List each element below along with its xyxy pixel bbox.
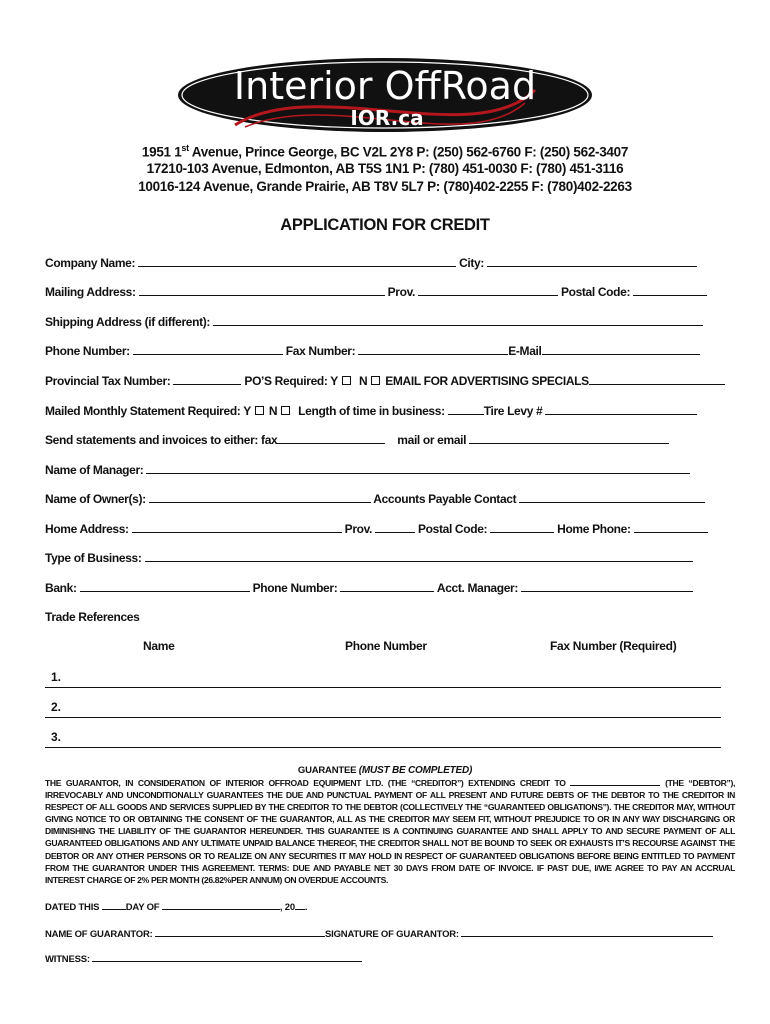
row-mailed: Mailed Monthly Statement Required: Y N Length of time in business: Tire Levy # — [45, 403, 697, 418]
city-field[interactable] — [487, 255, 697, 267]
row-business-type: Type of Business: — [45, 550, 693, 565]
guarantee-text: THE GUARANTOR, IN CONSIDERATION OF INTERIOR OFFROAD EQUIPMENT LTD. (THE “CREDITOR”) EXTENDING CREDIT TO (THE “DEBTOR”), IRREVOCABLY AND UNCONDITIONALLY GUARANTEES THE DUE AND PUNCTUAL PAYMENT OF ALL PRESENT AND FUTURE DEBTS OF THE DEBTOR TO THE CREDITOR IN RESPECT OF ALL GOODS AND SERVICES SUPPLIED BY THE CREDITOR TO THE DEBTOR (COLLECTIVELY THE “GUARANTEED OBLIGATIONS”). THE CREDITOR MAY, WITHOUT GIVING NOTICE TO OR OBTAINING THE CONSENT OF THE GUARANTOR, ALL AS THE CREDITOR MAY SEEM FIT, WITHOUT PREJUDICE TO OR IN ANY WAY DISCHARGING OR DIMINISHING THE LIABILITY OF THE GUARANTOR HEREUNDER. THIS GUARANTEE IS A CONTINUING GUARANTEE AND SHALL APPLY TO AND SECURE PAYMENT OF ALL GUARANTEED OBLIGATIONS AND ANY ULTIMATE UNPAID BALANCE THEREOF, THE CREDITOR SHALL NOT BE BOUND TO SEEK OR EXHAUSTS IT’S RECOURSE AGAINST THE DEBTOR OR ANY OTHER PERSONS OR TO REALIZE ON ANY SECURITIES IT MAY HOLD IN RESPECT OF GUARANTEED OBLIGATIONS BEFORE BEING ENTITLED TO PAYMENT FROM THE GUARANTOR UNDER THIS AGREEMENT. TERMS: DUE AND PAYABLE NET 30 DAYS FROM DATE OF INVOICE. IF PAST DUE, I/WE AGREE TO PAY AN ACCRUAL INTEREST CHARGE OF 2% PER MONTH (26.82%PER ANNUM) ON OVERDUE ACCOUNTS. — [45, 778, 735, 885]
guarantor-name-field[interactable] — [155, 927, 325, 937]
address-grande-prairie: 10016-124 Avenue, Grande Prairie, AB T8V 5L7 P: (780)402-2255 F: (780)402-2263 — [138, 179, 632, 194]
prov-field[interactable] — [418, 284, 558, 296]
shipping-address-field[interactable] — [213, 314, 703, 326]
guarantor-line: NAME OF GUARANTOR: SIGNATURE OF GUARANTOR: — [45, 927, 713, 940]
account-manager-field[interactable] — [521, 580, 693, 592]
row-manager: Name of Manager: — [45, 462, 690, 477]
address-edmonton: 17210-103 Avenue, Edmonton, AB T5S 1N1 P: (780) 451-0030 F: (780) 451-3116 — [146, 161, 624, 176]
home-prov-field[interactable] — [375, 521, 415, 533]
po-yes-checkbox[interactable] — [342, 376, 351, 385]
tire-levy-field[interactable] — [545, 403, 697, 415]
year-field[interactable] — [295, 900, 305, 910]
guarantee-title: GUARANTEE (MUST BE COMPLETED) — [297, 765, 473, 776]
home-postal-field[interactable] — [490, 521, 554, 533]
day-field[interactable] — [102, 900, 126, 910]
row-shipping: Shipping Address (if different): — [45, 314, 703, 329]
row-home: Home Address: Prov. Postal Code: Home Phone: — [45, 521, 708, 536]
logo-name: Interior OffRoad — [233, 64, 537, 108]
row-phone: Phone Number: Fax Number: E-Mail — [45, 343, 700, 358]
row-owners: Name of Owner(s): Accounts Payable Contact — [45, 491, 705, 506]
form-title: APPLICATION FOR CREDIT — [280, 216, 490, 234]
po-no-checkbox[interactable] — [371, 376, 380, 385]
month-field[interactable] — [162, 900, 280, 910]
send-email-field[interactable] — [469, 432, 669, 444]
dated-line: DATED THIS DAY OF , 20 . — [45, 902, 308, 913]
row-send: Send statements and invoices to either: fax mail or email — [45, 432, 669, 447]
row-mailing: Mailing Address: Prov. Postal Code: — [45, 284, 707, 299]
email-ads-field[interactable] — [589, 373, 725, 385]
col-name: Name — [143, 639, 175, 653]
email-field[interactable] — [542, 343, 700, 355]
company-name-field[interactable] — [138, 255, 456, 267]
trade-references-heading: Trade References — [45, 610, 140, 624]
owners-field[interactable] — [149, 491, 371, 503]
witness-field[interactable] — [92, 952, 362, 962]
time-in-business-field[interactable] — [448, 403, 484, 415]
manager-field[interactable] — [146, 462, 690, 474]
statement-no-checkbox[interactable] — [281, 406, 290, 415]
interior-offroad-logo — [175, 55, 595, 135]
bank-phone-field[interactable] — [340, 580, 434, 592]
home-address-field[interactable] — [132, 521, 342, 533]
col-fax: Fax Number (Required) — [550, 639, 677, 653]
provincial-tax-field[interactable] — [173, 373, 241, 385]
address-prince-george: 1951 1st Avenue, Prince George, BC V2L 2Y8 P: (250) 562-6760 F: (250) 562-3407 — [141, 143, 629, 160]
business-type-field[interactable] — [145, 550, 693, 562]
trade-reference-3[interactable]: 3. — [45, 730, 721, 748]
mailing-address-field[interactable] — [139, 284, 385, 296]
debtor-name-field[interactable] — [570, 776, 660, 786]
send-fax-field[interactable] — [277, 432, 385, 444]
home-phone-field[interactable] — [634, 521, 708, 533]
trade-reference-1[interactable]: 1. — [45, 670, 721, 688]
col-phone: Phone Number — [345, 639, 427, 653]
postal-code-field[interactable] — [633, 284, 707, 296]
statement-yes-checkbox[interactable] — [255, 406, 264, 415]
guarantor-signature-field[interactable] — [461, 927, 713, 937]
ap-contact-field[interactable] — [519, 491, 705, 503]
row-tax: Provincial Tax Number: PO’S Required: Y N EMAIL FOR ADVERTISING SPECIALS — [45, 373, 725, 388]
row-company: Company Name: City: — [45, 255, 697, 270]
phone-number-field[interactable] — [133, 343, 283, 355]
bank-field[interactable] — [80, 580, 250, 592]
logo-site: IOR.ca — [350, 106, 424, 130]
witness-line: WITNESS: — [45, 952, 362, 965]
row-bank: Bank: Phone Number: Acct. Manager: — [45, 580, 693, 595]
trade-reference-2[interactable]: 2. — [45, 700, 721, 718]
fax-number-field[interactable] — [358, 343, 508, 355]
